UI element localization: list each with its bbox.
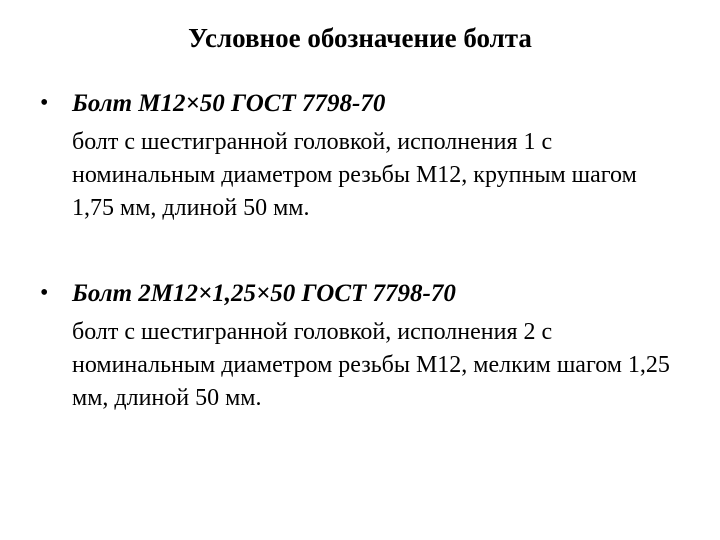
bullet-item: [40, 277, 690, 415]
bullet-icon: •: [40, 280, 49, 306]
bolt-description: болт с шестигранной головкой, исполнения 1 с номинальным диаметром резьбы М12, крупным шагом 1,75 мм, длиной 50 мм.: [72, 129, 637, 221]
bolt-designation: Болт 2М12×1,25×50 ГОСТ 7798-70: [72, 280, 456, 307]
bolt-designation: Болт М12×50 ГОСТ 7798-70: [72, 90, 386, 117]
bullet-item: [40, 87, 690, 225]
slide-title: Условное обозначение болта: [188, 23, 532, 53]
bullet-icon: •: [40, 90, 49, 116]
bolt-description: болт с шестигранной головкой, исполнения 2 с номинальным диаметром резьбы М12, мелким шагом 1,25 мм, длиной 50 мм.: [72, 319, 670, 411]
